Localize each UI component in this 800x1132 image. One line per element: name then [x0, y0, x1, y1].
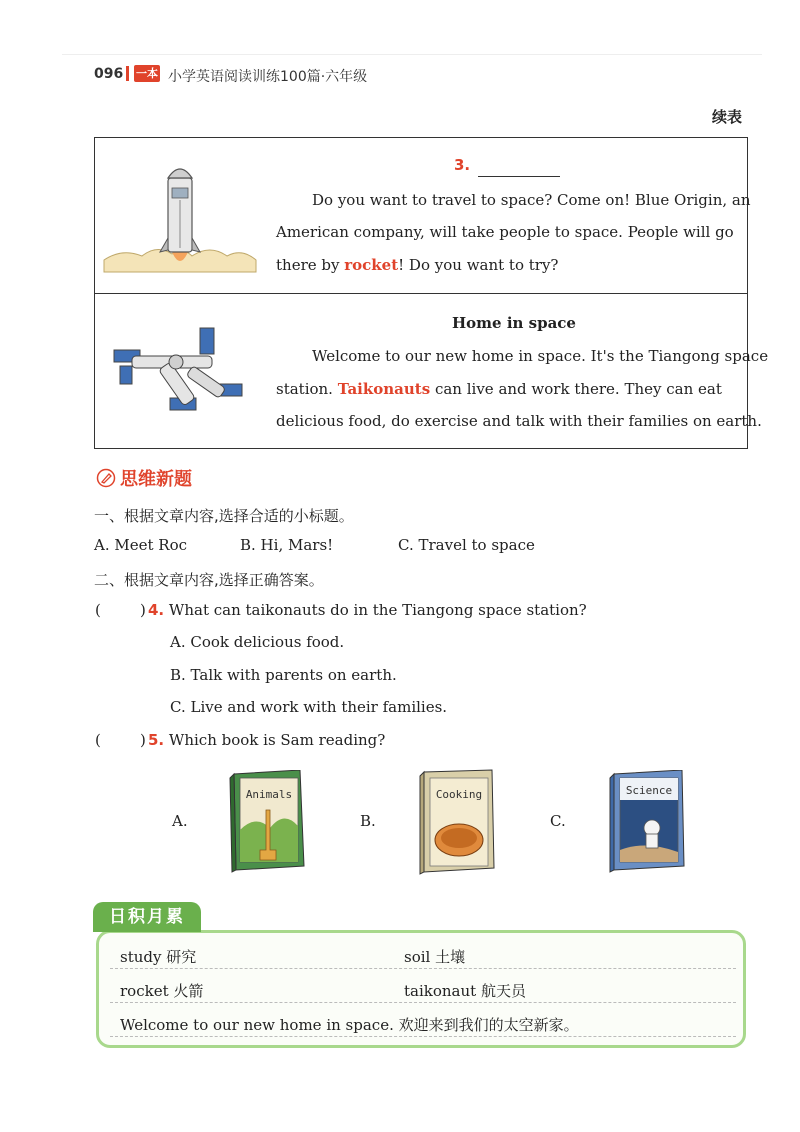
row1-line1: Do you want to travel to space? Come on! Blue Origin, an — [312, 191, 751, 209]
row1-line3 — [276, 249, 740, 282]
q5-paren-open[interactable]: ( — [95, 731, 101, 749]
row1-line2: American company, will take people to space. People will go — [276, 223, 734, 241]
book-science-title: Science — [625, 784, 673, 797]
q5-label-c[interactable]: C. — [550, 812, 566, 830]
q4-option-b[interactable]: B. Talk with parents on earth. — [170, 666, 397, 684]
row2-line2-end: can live and work there. They can eat — [430, 380, 722, 398]
row2-line2 — [276, 373, 740, 406]
book-science[interactable] — [606, 770, 690, 874]
question-number-3: 3. — [454, 156, 471, 174]
keyword-rocket: rocket — [344, 256, 399, 274]
row2-line1: Welcome to our new home in space. It's the Tiangong space — [312, 347, 769, 365]
table-row-divider — [94, 293, 748, 294]
vocab-rocket: rocket 火箭 — [120, 982, 204, 1000]
vocab-study: study 研究 — [120, 948, 197, 966]
q5-label-a[interactable]: A. — [172, 812, 188, 830]
part1-option-c[interactable]: C. Travel to space — [398, 536, 535, 554]
header-divider — [62, 54, 762, 55]
part2-instruction: 二、根据文章内容,选择正确答案。 — [94, 571, 324, 589]
book-title: 小学英语阅读训练100篇·六年级 — [168, 69, 368, 85]
book-animals-title: Animals — [245, 788, 293, 801]
header-accent-bar — [126, 66, 129, 81]
q4-line — [148, 594, 587, 627]
divider-dashed — [110, 1002, 736, 1003]
row1-line3-end: ! Do you want to try? — [398, 256, 559, 274]
q5-label-b[interactable]: B. — [360, 812, 376, 830]
vocab-sentence: Welcome to our new home in space. 欢迎来到我们的太空新家。 — [120, 1016, 579, 1034]
vocab-soil: soil 土壤 — [404, 948, 466, 966]
page-number: 096 — [94, 66, 124, 82]
q4-option-a[interactable]: A. Cook delicious food. — [170, 633, 345, 651]
divider-dashed — [110, 968, 736, 969]
q5-number: 5. — [148, 731, 165, 749]
q4-number: 4. — [148, 601, 165, 619]
q4-question: What can taikonauts do in the Tiangong space station? — [168, 601, 587, 619]
q5-line — [148, 724, 385, 757]
q4-option-c[interactable]: C. Live and work with their families. — [170, 698, 448, 716]
row2-line2-text: station. — [276, 380, 338, 398]
continued-label: 续表 — [712, 108, 743, 126]
book-animals[interactable] — [226, 770, 310, 874]
book-cooking-title: Cooking — [435, 788, 483, 801]
section-title-text: 思维新题 — [120, 469, 192, 490]
vocabulary-tab: 日积月累 — [93, 902, 201, 932]
pencil-circle-icon — [96, 468, 116, 488]
rocket-illustration — [102, 160, 258, 280]
row1-line3-text: there by — [276, 256, 345, 274]
keyword-taikonauts: Taikonauts — [337, 380, 431, 398]
divider-dashed — [110, 1036, 736, 1037]
q4-paren-open[interactable]: ( — [95, 601, 101, 619]
vocab-taikonaut: taikonaut 航天员 — [404, 982, 526, 1000]
row2-line3: delicious food, do exercise and talk with their families on earth. — [276, 412, 762, 430]
space-station-illustration — [110, 322, 250, 422]
row2-title: Home in space — [452, 314, 576, 332]
part1-option-b[interactable]: B. Hi, Mars! — [240, 536, 334, 554]
q5-paren-close[interactable]: ) — [140, 731, 146, 749]
part1-instruction: 一、根据文章内容,选择合适的小标题。 — [94, 507, 354, 525]
brand-logo: 一本 — [136, 67, 158, 80]
q5-question: Which book is Sam reading? — [168, 731, 386, 749]
answer-blank-3[interactable] — [478, 176, 560, 177]
part1-option-a[interactable]: A. Meet Roc — [94, 536, 188, 554]
book-cooking[interactable] — [416, 768, 500, 876]
section-title — [96, 465, 192, 491]
q4-paren-close[interactable]: ) — [140, 601, 146, 619]
